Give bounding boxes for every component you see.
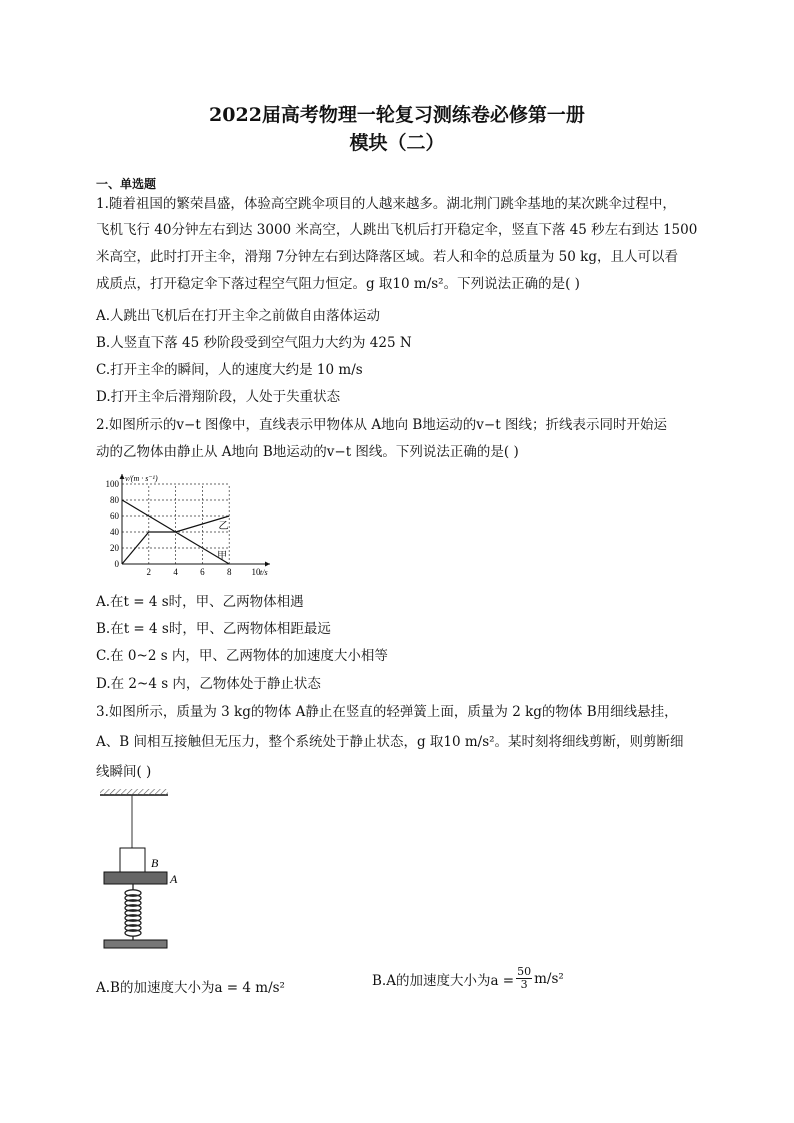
y-tick-label: 100 (105, 479, 119, 489)
q1-line-1: 1.随着祖国的繁荣昌盛，体验高空跳伞项目的人越来越多。湖北荆门跳伞基地的某次跳伞过程中， (96, 196, 676, 212)
q3-line-2: A、B 间相互接触但无压力，整个系统处于静止状态，g 取10 m/s²。某时刻将细线剪断，则剪断细 (96, 734, 684, 750)
block-a (104, 872, 167, 884)
series-label-1: 甲 (217, 551, 228, 563)
q3-option-a: A.B的加速度大小为a = 4 m/s² (96, 980, 285, 996)
q3-option-b-prefix: B.A的加速度大小为a = (372, 972, 515, 989)
x-axis-arrow (265, 562, 270, 567)
floor-base (104, 940, 167, 948)
y-axis-arrow (120, 474, 125, 479)
q1-line-2: 飞机飞行 40分钟左右到达 3000 米高空，人跳出飞机后打开稳定伞，竖直下落 45 秒左右到达 1500 (96, 222, 698, 238)
q3-option-b (372, 966, 564, 991)
q2-line-1: 2.如图所示的v−t 图像中，直线表示甲物体从 A地向 B地运动的v−t 图线；折线表示同时开始运 (96, 417, 667, 433)
q1-option-a: A.人跳出飞机后在打开主伞之前做自由落体运动 (96, 308, 381, 324)
y-axis-label: v/(m · s⁻¹) (125, 474, 158, 483)
y-tick-label: 40 (110, 527, 119, 537)
y-tick-label: 80 (110, 495, 119, 505)
q2-option-d: D.在 2~4 s 内，乙物体处于静止状态 (96, 676, 321, 692)
y-tick-label: 60 (110, 511, 119, 521)
x-tick-label: 6 (200, 567, 205, 577)
ceiling (100, 789, 168, 795)
q2-line-2: 动的乙物体由静止从 A地向 B地运动的v−t 图线。下列说法正确的是( ) (96, 444, 519, 460)
spring (125, 884, 141, 940)
q1-option-c: C.打开主伞的瞬间，人的速度大约是 10 m/s (96, 362, 363, 378)
x-tick-label: 2 (146, 567, 152, 577)
x-axis-label: t/s (260, 568, 268, 577)
q3-line-1: 3.如图所示，质量为 3 kg的物体 A静止在竖直的轻弹簧上面，质量为 2 kg的物体 B用细线悬挂， (96, 704, 678, 720)
vt-chart (100, 466, 280, 578)
spring-figure (96, 785, 216, 955)
x-tick-label: 8 (226, 567, 232, 577)
q2-option-a: A.在t = 4 s时，甲、乙两物体相遇 (96, 594, 304, 610)
title-line-1: 2022届高考物理一轮复习测练卷必修第一册 (209, 104, 585, 126)
q1-line-3: 米高空，此时打开主伞，滑翔 7分钟左右到达降落区域。若人和伞的总质量为 50 kg，且人可以看 (96, 249, 678, 265)
q2-option-b: B.在t = 4 s时，甲、乙两物体相距最远 (96, 621, 331, 637)
y-tick-label: 0 (114, 559, 119, 569)
x-tick-label: 4 (173, 567, 178, 577)
section-heading: 一、单选题 (96, 177, 157, 191)
q2-option-c: C.在 0~2 s 内，甲、乙两物体的加速度大小相等 (96, 648, 388, 664)
fraction-denominator: 3 (520, 978, 528, 991)
fraction (516, 966, 532, 991)
q3-line-3: 线瞬间( ) (96, 764, 152, 780)
label-b: B (151, 856, 159, 870)
q1-option-d: D.打开主伞后滑翔阶段，人处于失重状态 (96, 389, 341, 405)
y-tick-label: 20 (110, 543, 119, 553)
series-label-2: 乙 (218, 520, 229, 532)
fraction-numerator: 50 (517, 965, 532, 978)
block-b (120, 848, 145, 872)
title-line-2: 模块（二） (349, 132, 445, 154)
q1-line-4: 成质点，打开稳定伞下落过程空气阻力恒定。g 取10 m/s²。下列说法正确的是( ) (96, 276, 580, 292)
q1-option-b: B.人竖直下落 45 秒阶段受到空气阻力大约为 425 N (96, 335, 412, 351)
label-a: A (170, 872, 178, 886)
x-tick-label: 10 (251, 567, 261, 577)
q3-option-b-unit: m/s² (534, 970, 564, 987)
